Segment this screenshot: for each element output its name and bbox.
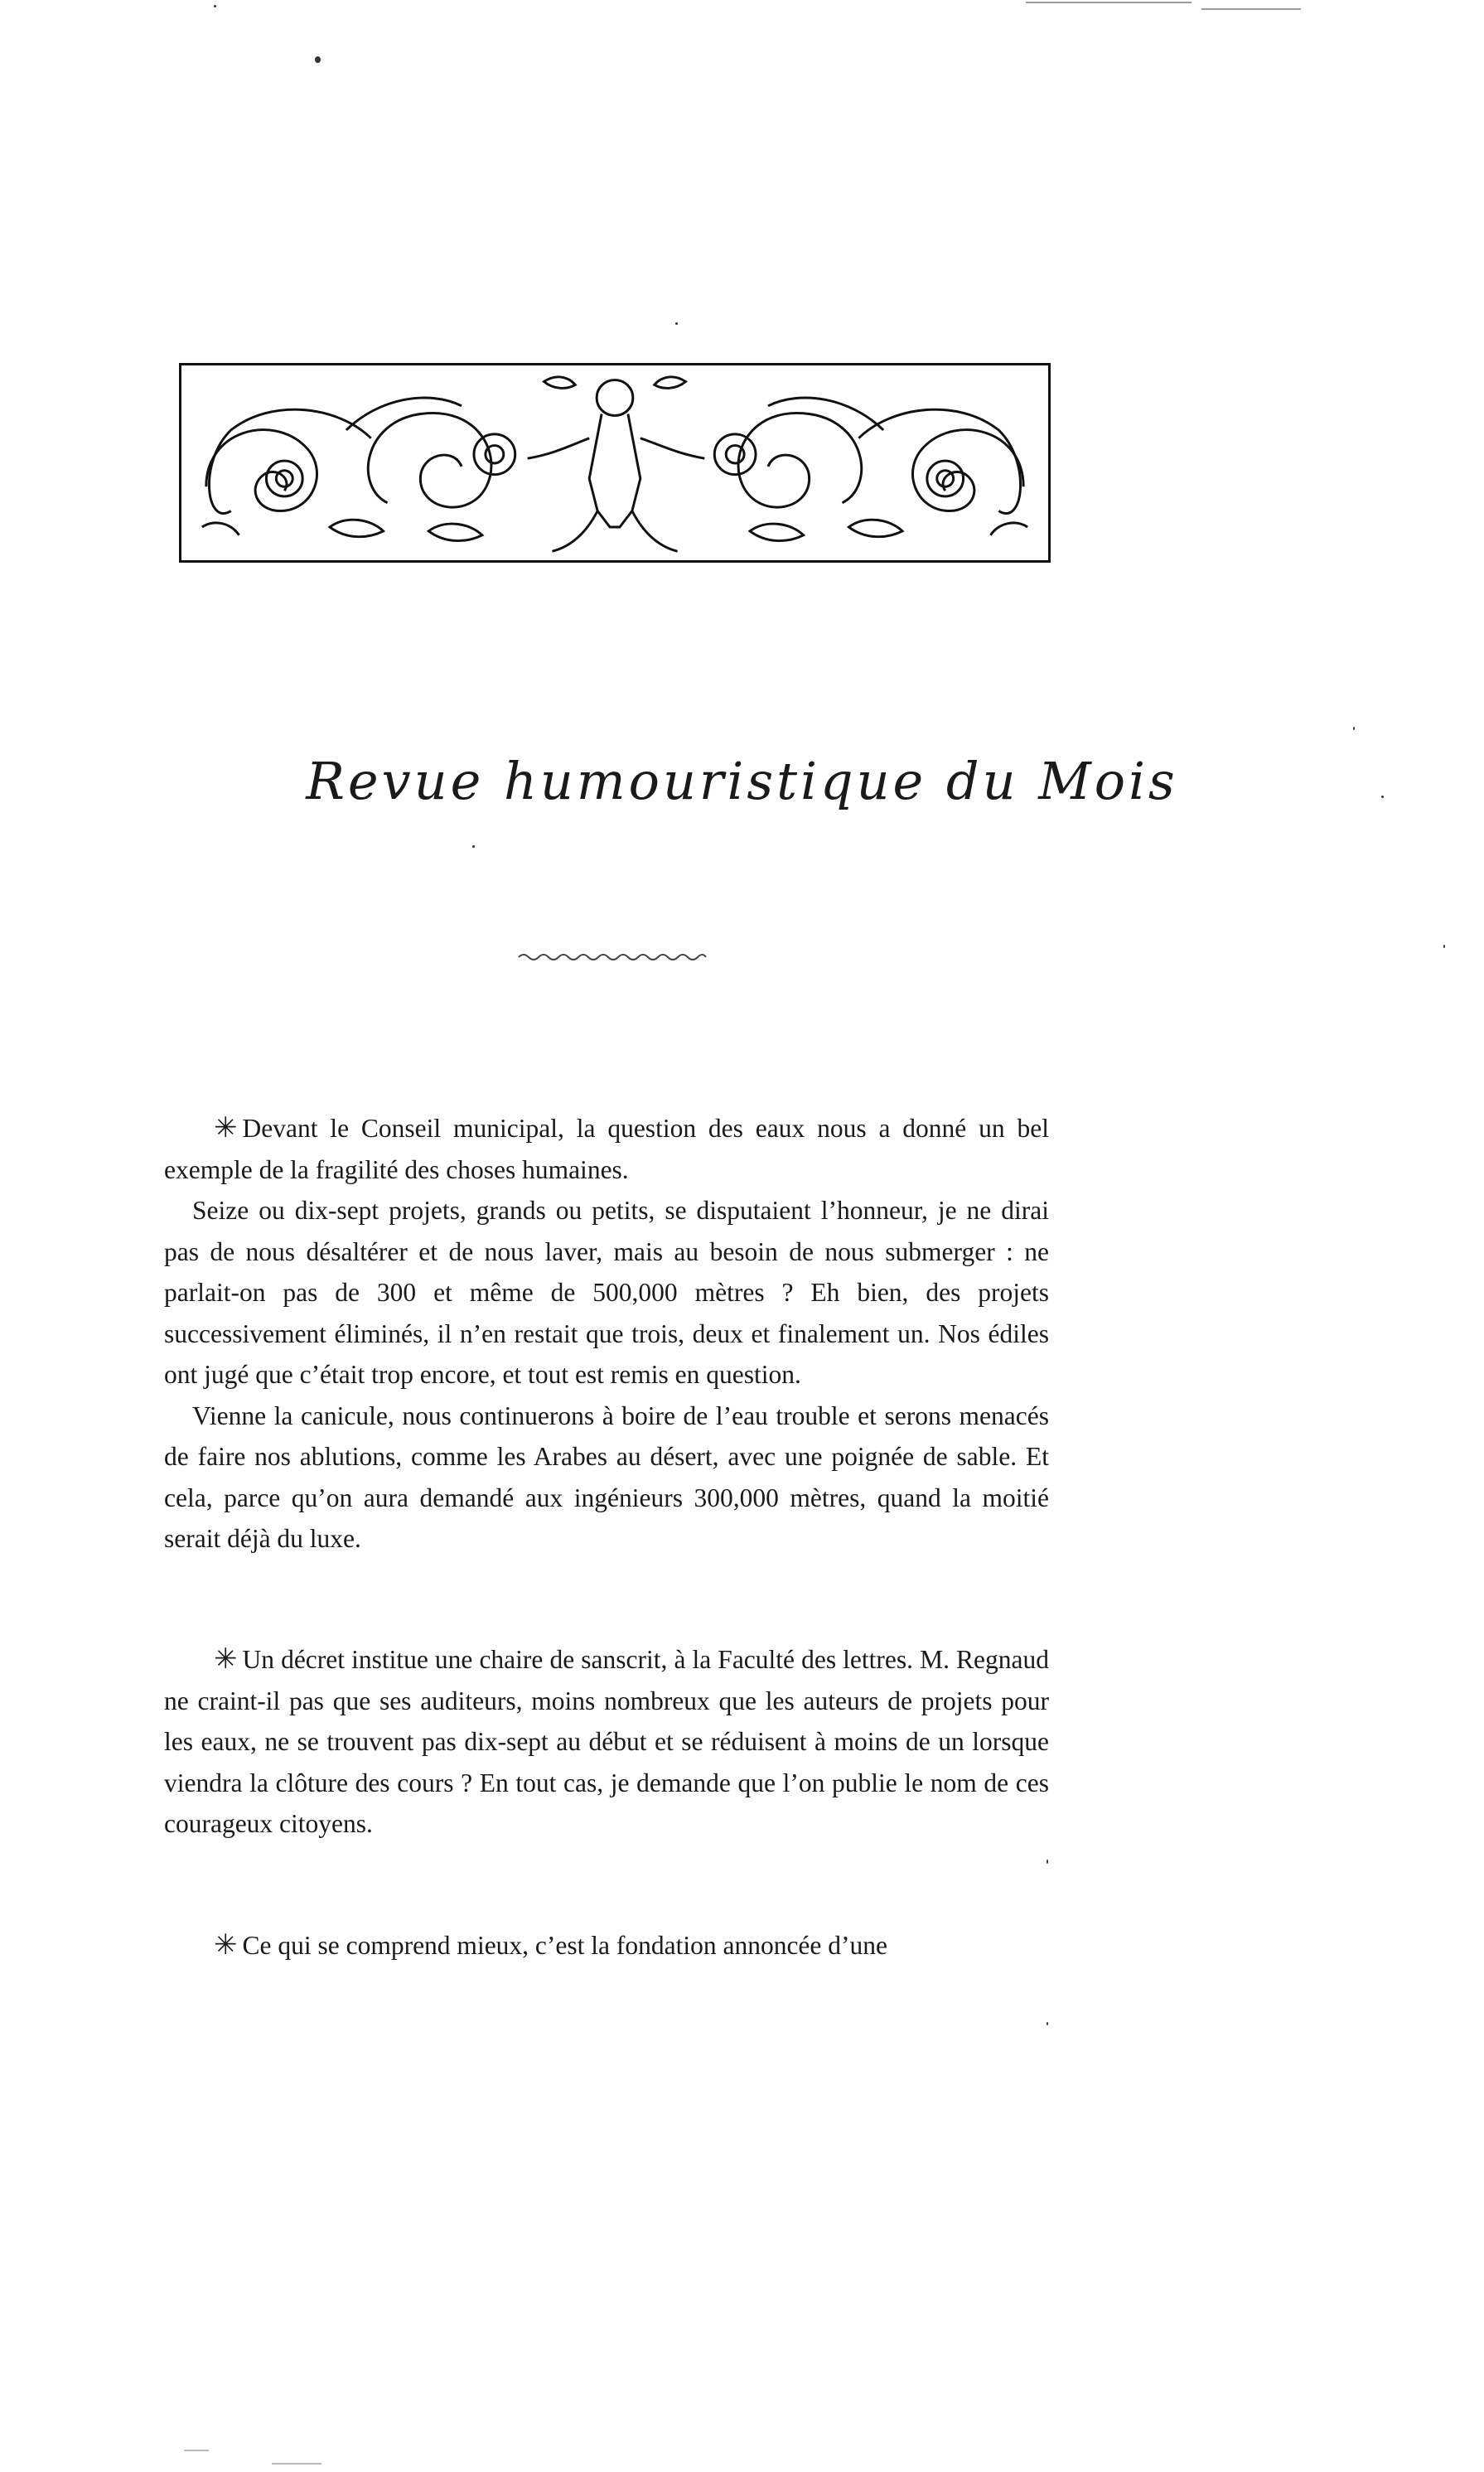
scan-edge-line: [184, 2450, 209, 2451]
asterism-icon: ✳: [214, 1113, 238, 1144]
wavy-rule-ornament: [517, 951, 708, 963]
scan-edge-line: [1026, 2, 1192, 3]
page-title: Revue humouristique du Mois: [306, 751, 1178, 811]
paragraph: ✳ Ce qui se comprend mieux, c’est la fondation annoncée d’une: [164, 1925, 1049, 1966]
scroll-ornament-icon: [181, 365, 1048, 560]
paragraph: Seize ou dix-sept projets, grands ou petits, se disputaient l’honneur, je ne dirai pas de nous désaltérer et de nous laver, mais au besoin de nous submerger : ne parlait-on pas de 300 et même de 500,000 mètres ? Eh bien, des projets successivement éliminés, il n’en restait que trois, deux et finalement un. Nos édiles ont jugé que c’était trop encore, et tout est remis en question.: [164, 1196, 1049, 1389]
scan-edge-line: [1201, 8, 1301, 10]
scan-edge-line: [272, 2463, 321, 2465]
paragraph: ✳ Un décret institue une chaire de sanscrit, à la Faculté des lettres. M. Regnaud ne craint-il pas que ses auditeurs, moins nombreux que les auteurs de projets pour les eaux, ne se trouvent pas dix-sept au début et se réduisent à moins de un lorsque viendra la clôture des cours ? En tout cas, je demande que l’on publie le nom de ces courageux citoyens.: [164, 1639, 1049, 1845]
article-section-fondation: [164, 1925, 1049, 1966]
asterism-icon: ✳: [214, 1930, 238, 1961]
article-section-eaux: [164, 1108, 1049, 1560]
ornamental-headpiece: [179, 363, 1051, 563]
asterism-icon: ✳: [214, 1644, 238, 1675]
paragraph: Vienne la canicule, nous continuerons à boire de l’eau trouble et serons menacés de faire nos ablutions, comme les Arabes au désert, avec une poignée de sable. Et cela, parce qu’on aura demandé aux ingénieurs 300,000 mètres, quand la moitié serait déjà du luxe.: [164, 1400, 1049, 1553]
paragraph: ✳ Devant le Conseil municipal, la question des eaux nous a donné un bel exemple de la fragilité des choses humaines.: [164, 1108, 1049, 1190]
article-section-sanscrit: [164, 1639, 1049, 1845]
